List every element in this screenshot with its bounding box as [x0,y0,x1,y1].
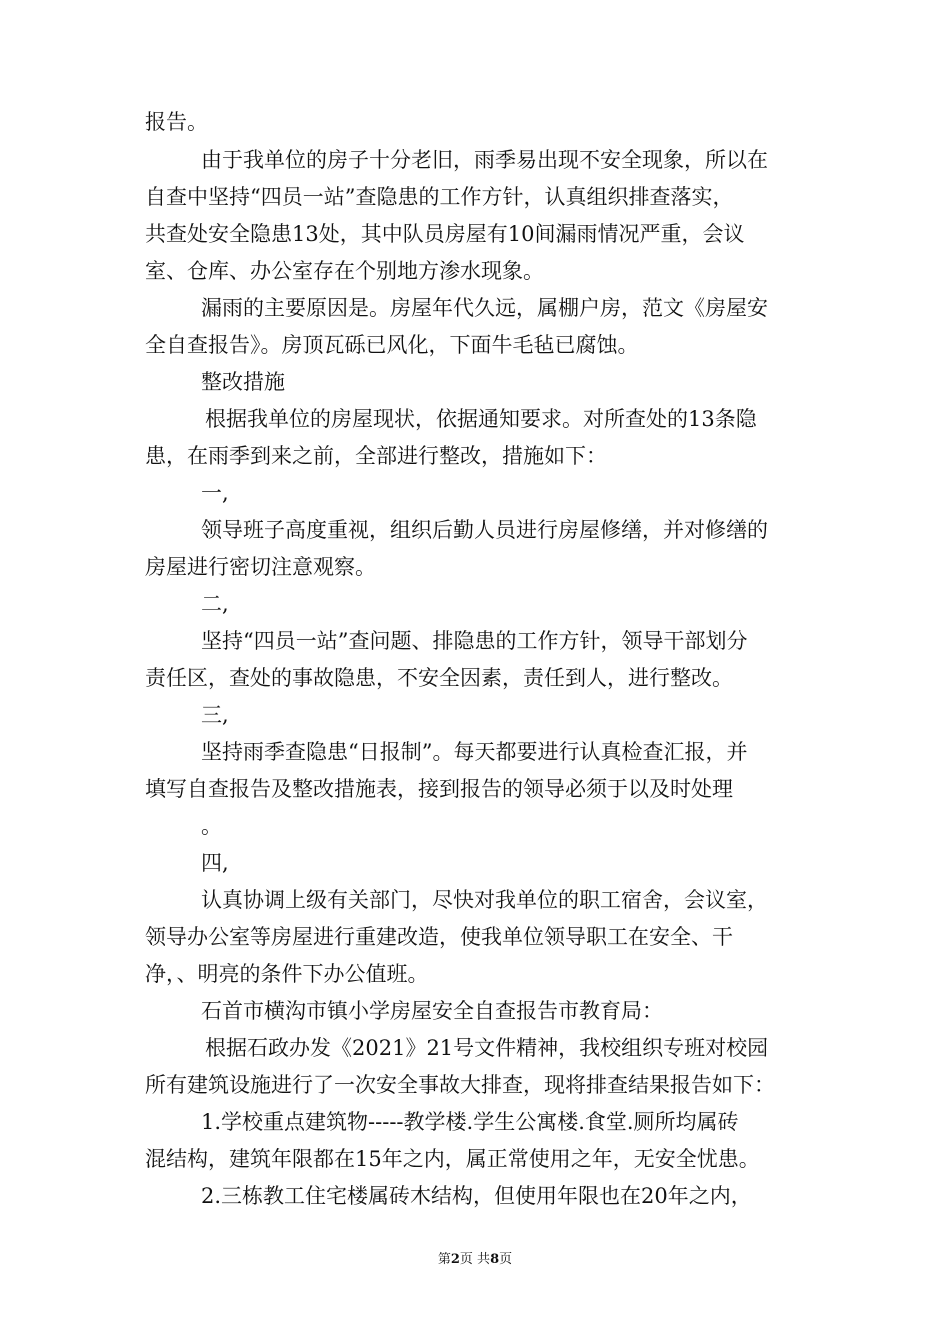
text-line: 三, [201,703,229,727]
text-line: 1.学校重点建筑物-----教学楼.学生公寓楼.食堂.厕所均属砖 [201,1110,739,1134]
text-line: 所有建筑设施进行了一次安全事故大排查，现将排查结果报告如下： [145,1073,775,1097]
text-line: 填写自查报告及整改措施表，接到报告的领导必须于以及时处理 [145,777,733,801]
text-line: 领导班子高度重视，组织后勤人员进行房屋修缮，并对修缮的 [201,518,768,542]
text-line: 四, [201,851,229,875]
text-line: 2.三栋教工住宅楼属砖木结构，但使用年限也在20年之内， [201,1184,752,1208]
text-line: 根据石政办发《2021》21号文件精神，我校组织专班对校园 [205,1036,769,1060]
text-line: 领导办公室等房屋进行重建改造，使我单位领导职工在安全、干 [145,925,733,949]
text-line: 报告。 [145,110,208,134]
text-line: 根据我单位的房屋现状，依据通知要求。对所查处的13条隐 [205,407,757,431]
text-line: 一, [201,481,229,505]
text-line: 自查中坚持“四员一站”查隐患的工作方针，认真组织排查落实， [145,185,734,209]
text-line: 责任区，查处的事故隐患，不安全因素，责任到人，进行整改。 [145,666,733,690]
text-line: 认真协调上级有关部门，尽快对我单位的职工宿舍，会议室， [201,888,768,912]
text-line: 坚持“四员一站”查问题、排隐患的工作方针，领导干部划分 [201,629,748,653]
footer-current-page: 2 [450,1252,460,1267]
text-line: 坚持雨季查隐患“日报制”。每天都要进行认真检查汇报，并 [201,740,748,764]
text-line: 共查处安全隐患13处，其中队员房屋有10间漏雨情况严重，会议 [145,222,745,246]
page-footer [0,1248,950,1267]
text-line: 漏雨的主要原因是。房屋年代久远，属棚户房，范文《房屋安 [201,296,768,320]
text-line: 患，在雨季到来之前，全部进行整改，措施如下： [145,444,607,468]
footer-total-pages: 8 [490,1252,500,1267]
text-line: 净，、明亮的条件下办公值班。 [145,962,429,986]
footer-prefix: 第 [437,1252,451,1267]
text-line: 石首市横沟市镇小学房屋安全自查报告市教育局： [201,999,663,1023]
footer-suffix: 页 [499,1252,513,1267]
text-line: 混结构，建筑年限都在15年之内，属正常使用之年，无安全忧患。 [145,1147,760,1171]
text-line: 二, [201,592,229,616]
text-line: 由于我单位的房子十分老旧，雨季易出现不安全现象，所以在 [201,148,768,172]
text-line: 室、仓库、办公室存在个别地方渗水现象。 [145,259,544,283]
text-line: 全自查报告》。房顶瓦砾已风化，下面牛毛毡已腐蚀。 [145,333,639,357]
footer-middle: 页 共 [459,1252,491,1267]
text-line: 房屋进行密切注意观察。 [145,555,376,579]
text-line: 。 [201,814,222,838]
text-line: 整改措施 [201,370,285,394]
